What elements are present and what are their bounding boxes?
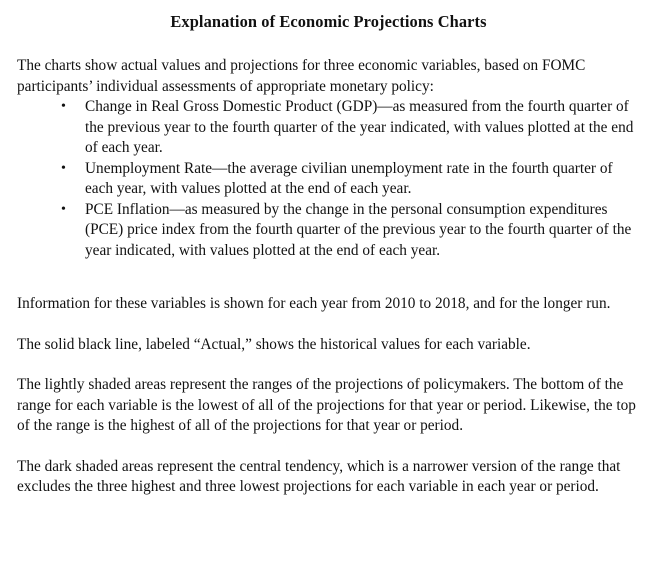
paragraph-actual-line: The solid black line, labeled “Actual,” shows the historical values for each variable. [17,335,531,353]
list-item-unemployment [61,159,640,200]
list-item-text: PCE Inflation—as measured by the change in the personal consumption expenditures (PCE) price index from the fourth quarter of the previous year to the fourth quarter of the year indicated, with values plotted at the end of each year. [85,200,632,259]
list-item-gdp [61,97,640,159]
bullet-icon: • [61,160,66,176]
list-item-text: Unemployment Rate—the average civilian unemployment rate in the fourth quarter of each year, with values plotted at the end of each year. [85,159,613,197]
variable-list [17,97,640,261]
intro-paragraph: The charts show actual values and projections for three economic variables, based on FOMC participants’ individual assessments of appropriate monetary policy: [17,57,586,95]
paragraph-dark-shading: The dark shaded areas represent the central tendency, which is a narrower version of the range that excludes the three highest and three lowest projections for each variable in each year or period. [17,457,621,495]
list-item-text: Change in Real Gross Domestic Product (GDP)—as measured from the fourth quarter of the previous year to the fourth quarter of the year indicated, with values plotted at the end of each year. [85,98,634,156]
bullet-icon: • [61,201,66,217]
list-item-pce-inflation [61,200,640,262]
document-title: Explanation of Economic Projections Charts [170,12,487,31]
paragraph-years: Information for these variables is shown for each year from 2010 to 2018, and for the longer run. [17,295,611,312]
bullet-icon: • [61,99,66,114]
paragraph-light-shading: The lightly shaded areas represent the ranges of the projections of policymakers. The bottom of the range for each variable is the lowest of all of the projections for that year or period. Likewise, the top of the range is the highest of all of the projections for that year or period. [17,376,636,434]
